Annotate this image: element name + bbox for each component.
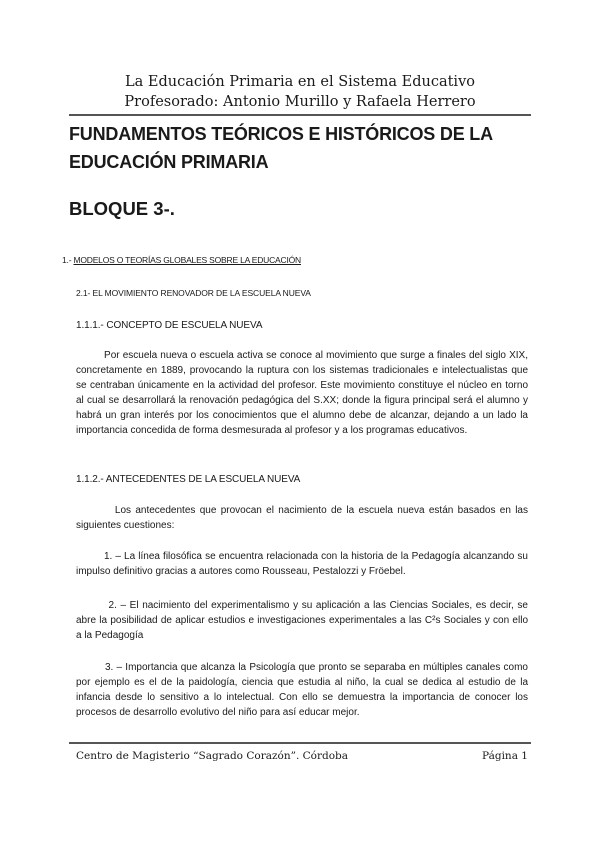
list-item-text: 3. – Importancia que alcanza la Psicología que pronto se separaba en múltiples canales como por ejemplo es el de la paidología, ciencia que estudia al niño, la cual se dedica al estudio de la infancia desde lo sensitivo a lo intelectual. Con ello se demuestra la importancia de conocer los procesos de desarrollo evolutivo del niño para así educar mejor.: [76, 662, 528, 718]
paragraph-antecedentes-text: Los antecedentes que provocan el nacimiento de la escuela nueva están basados en las siguientes cuestiones:: [76, 505, 528, 531]
footer-divider: [69, 742, 531, 744]
block-heading: BLOQUE 3-.: [69, 198, 175, 219]
list-item-text: 2. – El nacimiento del experimentalismo y su aplicación a las Ciencias Sociales, es decir, se abre la posibilidad de aplicar estudios e investigaciones experimentales a las C²s Sociales y con ello a la Pedagogía: [76, 600, 528, 641]
paragraph-antecedentes: [76, 503, 528, 533]
list-item: [76, 549, 528, 579]
list-item: [76, 660, 528, 720]
header-professors: Profesorado: Antonio Murillo y Rafaela Herrero: [124, 94, 476, 110]
paragraph-concepto: [76, 348, 528, 438]
footer-institution: Centro de Magisterio “Sagrado Corazón”. Córdoba: [76, 750, 349, 762]
section-number: 1.-: [62, 255, 74, 265]
header-divider: [69, 114, 531, 116]
header-course-title: La Educación Primaria en el Sistema Educativo: [125, 74, 475, 90]
paragraph-concepto-text: Por escuela nueva o escuela activa se conoce al movimiento que surge a finales del siglo XIX, concretamente en 1889, provocando la ruptura con los sistemas tradicionales e intelectualistas que se centraban únicamente en la actividad del profesor. Este movimiento constituye el núcleo en torno al cual se desarrollará la renovación pedagógica del S.XX; donde la figura principal será el alumno y habrá un gran interés por los conocimientos que el alumno debe de alcanzar, dejando a un lado la importancia concedida de forma desmesurada al profesor y a los programas educativos.: [76, 350, 528, 436]
list-item: [76, 598, 528, 643]
section-heading: [62, 255, 301, 265]
subsection-heading: 2.1- EL MOVIMIENTO RENOVADOR DE LA ESCUELA NUEVA: [76, 288, 311, 298]
heading-concepto: 1.1.1.- CONCEPTO DE ESCUELA NUEVA: [76, 320, 263, 331]
page-title: FUNDAMENTOS TEÓRICOS E HISTÓRICOS DE LA EDUCACIÓN PRIMARIA: [69, 124, 493, 172]
section-label: MODELOS O TEORÍAS GLOBALES SOBRE LA EDUCACIÓN: [73, 255, 301, 265]
heading-antecedentes: 1.1.2.- ANTECEDENTES DE LA ESCUELA NUEVA: [76, 474, 301, 485]
page-number: Página 1: [482, 750, 528, 762]
list-item-text: 1. – La línea filosófica se encuentra relacionada con la historia de la Pedagogía alcanzando su impulso definitivo gracias a autores como Rousseau, Pestalozzi y Fröebel.: [76, 551, 528, 577]
